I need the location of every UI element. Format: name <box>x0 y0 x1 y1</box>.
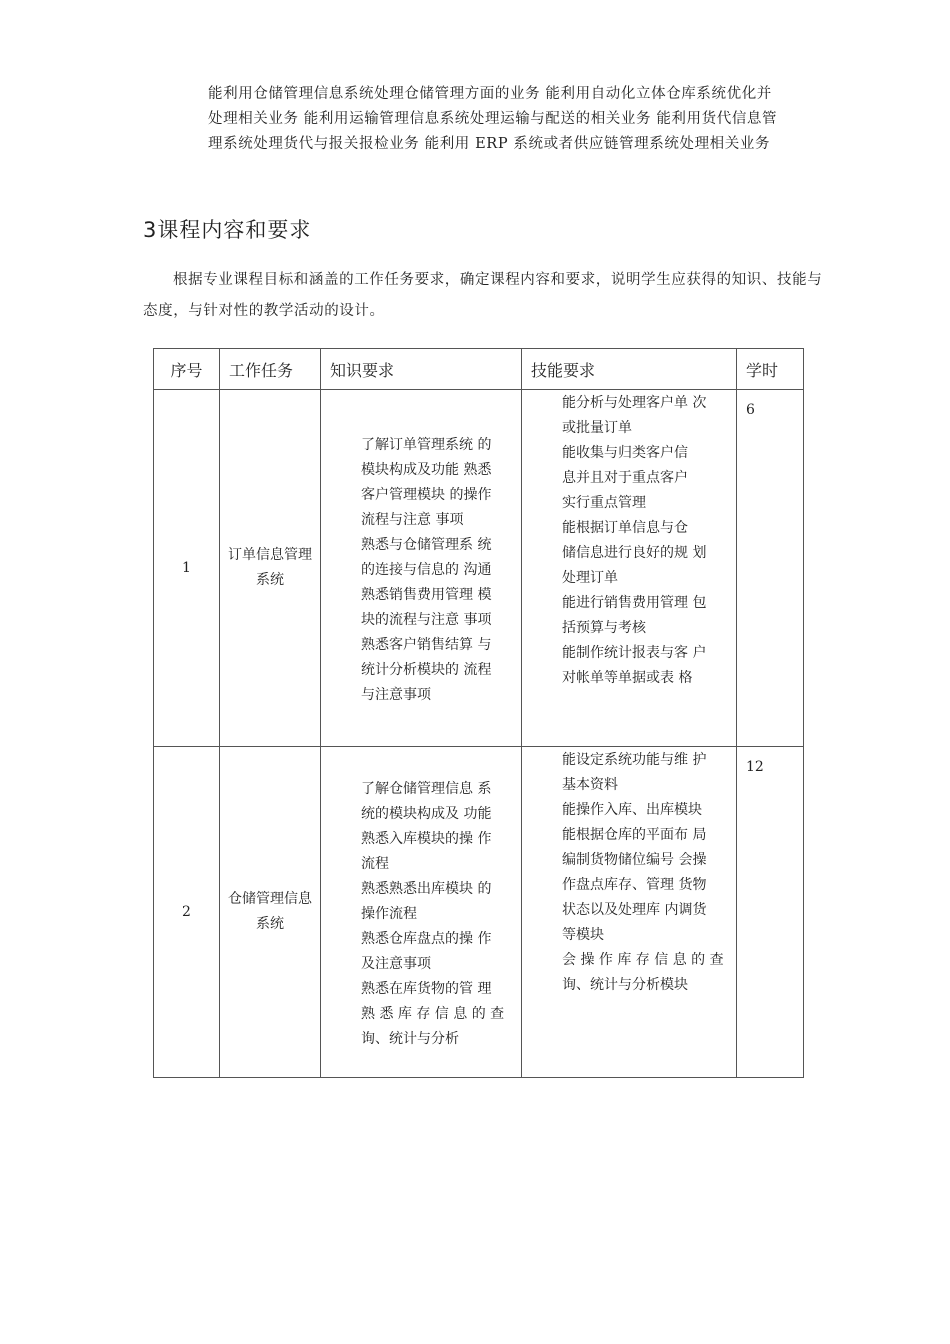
knowledge-line: 熟悉客户销售结算 与 <box>361 636 492 653</box>
skill-line: 作盘点库存、管理 货物 <box>562 877 707 893</box>
header-skills: 技能要求 <box>522 349 737 390</box>
row-knowledge <box>321 390 522 747</box>
skill-line: 处理订单 <box>562 570 618 586</box>
skill-line: 或批量订单 <box>562 420 632 436</box>
skill-line: 基本资料 <box>562 777 618 793</box>
knowledge-line: 客户管理模块 的操作 <box>361 486 492 503</box>
skill-line: 能操作入库、出库模块 <box>562 802 702 818</box>
knowledge-line: 询、统计与分析 <box>361 1030 459 1047</box>
knowledge-line: 了解仓储管理信息 系 <box>361 780 492 797</box>
intro-line: 处理相关业务 能利用运输管理信息系统处理运输与配送的相关业务 能利用货代信息管 <box>208 111 778 127</box>
knowledge-line: 模块构成及功能 熟悉 <box>361 461 492 478</box>
section-paragraph: 根据专业课程目标和涵盖的工作任务要求，确定课程内容和要求，说明学生应获得的知识、技能与态度，与针对性的教学活动的设计。 <box>143 272 823 319</box>
knowledge-line: 操作流程 <box>361 905 417 922</box>
intro-line: 理系统处理货代与报关报检业务 能利用 ERP 系统或者供应链管理系统处理相关业务 <box>208 136 771 152</box>
table-header-row <box>154 349 804 390</box>
table-row <box>154 747 804 1078</box>
skill-line: 能根据仓库的平面布 局 <box>562 827 707 843</box>
knowledge-line: 熟悉熟悉出库模块 的 <box>361 880 492 897</box>
section-heading: 3课程内容和要求 <box>143 218 312 242</box>
knowledge-line: 熟悉销售费用管理 模 <box>361 586 492 603</box>
skill-line: 能制作统计报表与客 户 <box>562 645 707 661</box>
skill-line: 储信息进行良好的规 划 <box>562 545 707 561</box>
skill-line: 会 操 作 库 存 信 息 的 查 <box>562 952 724 968</box>
skill-line: 能进行销售费用管理 包 <box>562 595 707 611</box>
row-task: 仓储管理信息系统 <box>220 747 321 1078</box>
table-row <box>154 390 804 747</box>
knowledge-line: 与注意事项 <box>361 686 431 703</box>
header-task: 工作任务 <box>220 349 321 390</box>
knowledge-line: 熟 悉 库 存 信 息 的 查 <box>361 1005 505 1022</box>
row-hours: 6 <box>737 390 804 747</box>
knowledge-line: 的连接与信息的 沟通 <box>361 561 492 578</box>
skill-line: 等模块 <box>562 927 604 943</box>
header-hours: 学时 <box>737 349 804 390</box>
skill-line: 询、统计与分析模块 <box>562 977 688 993</box>
knowledge-line: 及注意事项 <box>361 955 431 972</box>
skill-line: 状态以及处理库 内调货 <box>562 902 707 918</box>
knowledge-line: 熟悉仓库盘点的操 作 <box>361 930 492 947</box>
intro-line: 能利用仓储管理信息系统处理仓储管理方面的业务 能利用自动化立体仓库系统优化并 <box>208 86 772 102</box>
row-task: 订单信息管理系统 <box>220 390 321 747</box>
intro-text <box>208 82 820 157</box>
knowledge-line: 统计分析模块的 流程 <box>361 661 492 678</box>
skill-line: 对帐单等单据或表 格 <box>562 670 693 686</box>
skill-line: 编制货物储位编号 会操 <box>562 852 707 868</box>
skill-line: 括预算与考核 <box>562 620 646 636</box>
row-skills <box>522 390 737 747</box>
row-index: 1 <box>154 390 220 747</box>
skill-line: 能根据订单信息与仓 <box>562 520 688 536</box>
knowledge-line: 块的流程与注意 事项 <box>361 611 492 628</box>
skill-line: 能设定系统功能与维 护 <box>562 752 707 768</box>
header-index: 序号 <box>154 349 220 390</box>
knowledge-line: 了解订单管理系统 的 <box>361 436 492 453</box>
skill-line: 能收集与归类客户信 <box>562 445 688 461</box>
knowledge-line: 熟悉入库模块的操 作 <box>361 830 492 847</box>
knowledge-line: 熟悉与仓储管理系 统 <box>361 536 492 553</box>
knowledge-line: 流程与注意 事项 <box>361 511 464 528</box>
skill-line: 实行重点管理 <box>562 495 646 511</box>
skill-line: 能分析与处理客户单 次 <box>562 395 707 411</box>
header-knowledge: 知识要求 <box>321 349 522 390</box>
knowledge-line: 统的模块构成及 功能 <box>361 805 492 822</box>
row-knowledge <box>321 747 522 1078</box>
course-content-table <box>153 348 804 1078</box>
skill-line: 息并且对于重点客户 <box>562 470 688 486</box>
knowledge-line: 流程 <box>361 855 389 872</box>
row-hours: 12 <box>737 747 804 1078</box>
row-skills <box>522 747 737 1078</box>
row-index: 2 <box>154 747 220 1078</box>
knowledge-line: 熟悉在库货物的管 理 <box>361 980 492 997</box>
